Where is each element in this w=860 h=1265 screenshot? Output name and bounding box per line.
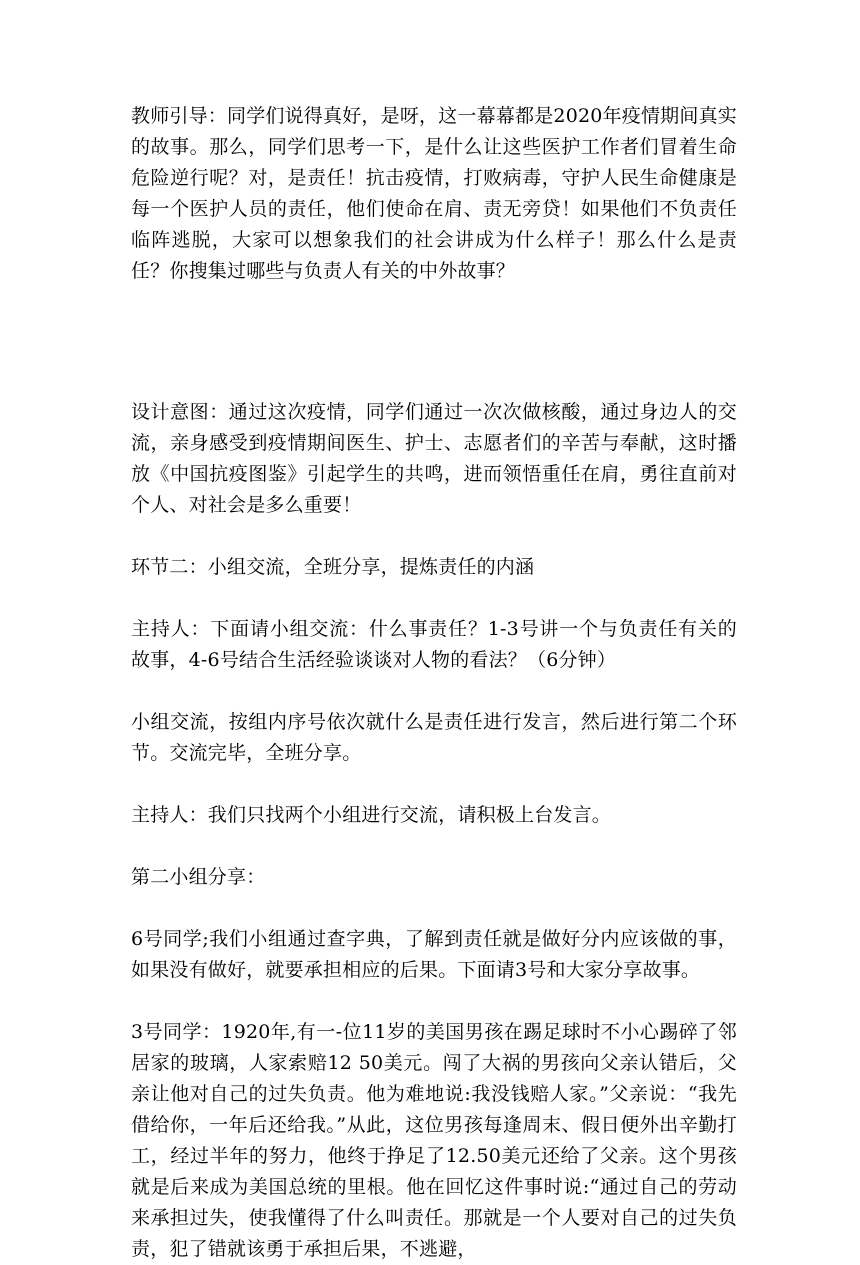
student-3-story-paragraph: 3号同学：1920年,有一-位11岁的美国男孩在踢足球时不小心踢碎了邻居家的玻璃，人家索赔12 50美元。闯了大祸的男孩向父亲认错后，父亲让他对自己的过失负责。他为难地说:我没钱赔人家。”父亲说：“我先借给你，一年后还给我。”从此，这位男孩每逢周末、假日便外出辛勤打工，经过半年的努力，他终于挣足了12.50美元还给了父亲。这个男孩就是后来成为美国总统的里根。他在回忆这件事时说:“通过自己的劳动来承担过失，使我懂得了什么叫责任。那就是一个人要对自己的过失负责，犯了错就该勇于承担后果，不逃避，	[131, 1021, 737, 1260]
paragraph-spacer	[131, 831, 737, 862]
paragraph-spacer	[131, 986, 737, 1017]
blank-space	[131, 287, 737, 397]
paragraph-spacer	[131, 521, 737, 552]
teacher-guidance-paragraph: 教师引导：同学们说得真好，是呀，这一幕幕都是2020年疫情期间真实的故事。那么，同学们思考一下，是什么让这些医护工作者们冒着生命危险逆行呢？对，是责任！抗击疫情，打败病毒，守护人民生命健康是每一个医护人员的责任，他们使命在肩、责无旁贷！如果他们不负责任临阵逃脱，大家可以想象我们的社会讲成为什么样子！那么什么是责任？你搜集过哪些与负责人有关的中外故事？	[131, 105, 737, 282]
section-heading-paragraph: 环节二：小组交流，全班分享，提炼责任的内涵	[131, 556, 535, 578]
paragraph-spacer	[131, 893, 737, 924]
group-share-heading: 第二小组分享：	[131, 866, 266, 888]
host-remark-paragraph: 主持人：我们只找两个小组进行交流，请积极上台发言。	[131, 804, 612, 826]
design-intent-paragraph: 设计意图：通过这次疫情，同学们通过一次次做核酸，通过身边人的交流，亲身感受到疫情期间医生、护士、志愿者们的辛苦与奉献，这时播放《中国抗疫图鉴》引起学生的共鸣，进而领悟重任在肩，勇往直前对个人、对社会是多么重要！	[131, 401, 737, 516]
paragraph-spacer	[131, 676, 737, 707]
host-instruction-paragraph: 主持人：下面请小组交流：什么事责任？1-3号讲一个与负责任有关的故事，4-6号结合生活经验谈谈对人物的看法？（6分钟）	[131, 618, 737, 671]
document-page	[131, 101, 737, 1265]
student-6-paragraph: 6号同学;我们小组通过查字典，了解到责任就是做好分内应该做的事，如果没有做好，就要承担相应的后果。下面请3号和大家分享故事。	[131, 928, 737, 981]
group-discussion-paragraph: 小组交流，按组内序号依次就什么是责任进行发言，然后进行第二个环节。交流完毕，全班分享。	[131, 711, 737, 764]
paragraph-spacer	[131, 583, 737, 614]
paragraph-spacer	[131, 769, 737, 800]
